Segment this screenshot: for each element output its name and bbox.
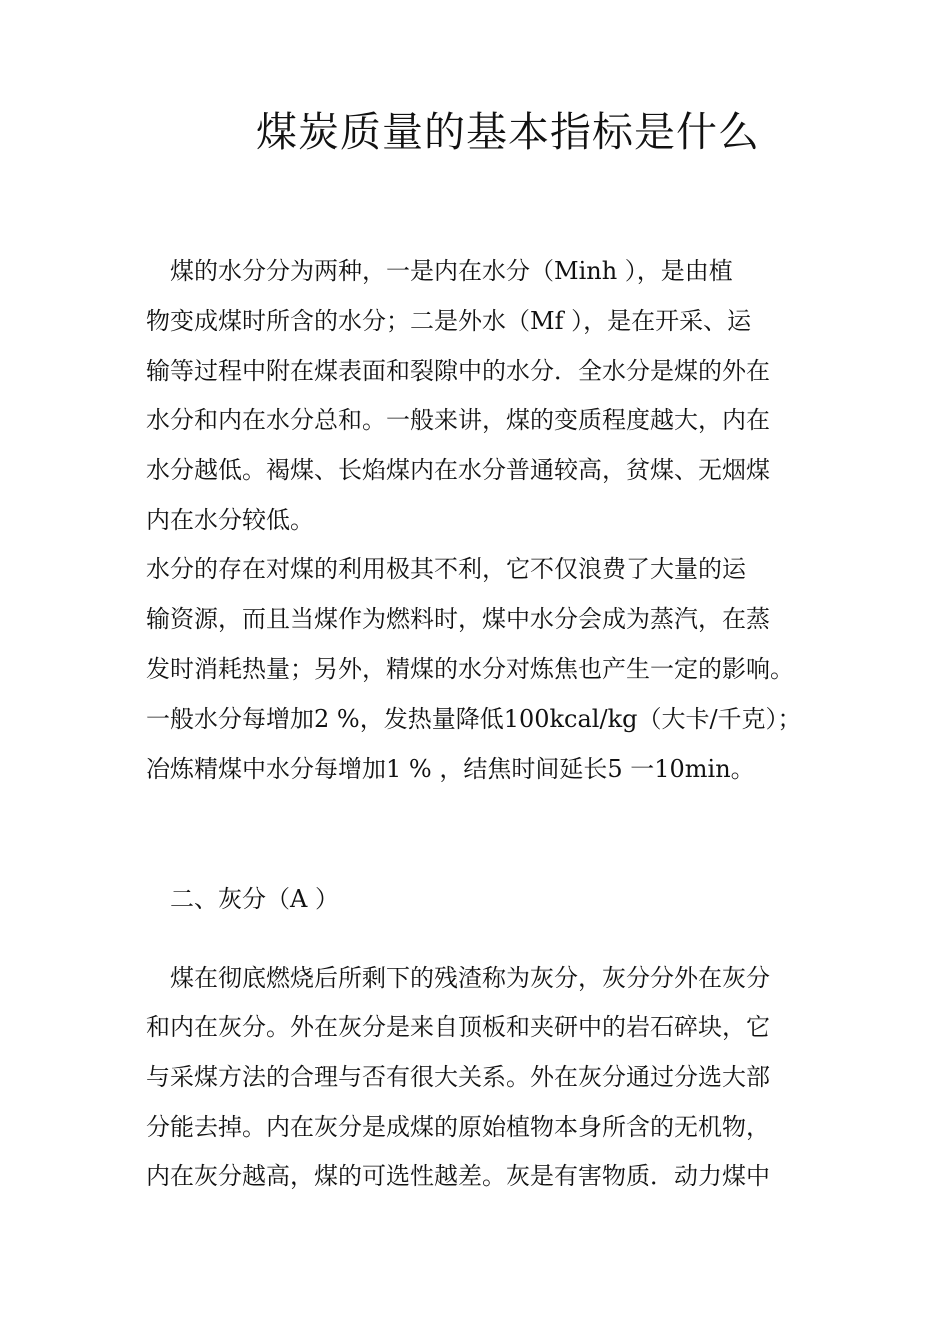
document-title: 煤炭质量的基本指标是什么 (256, 108, 760, 156)
ash-paragraph-line-2: 和内在灰分。外在灰分是来自顶板和夹研中的岩石碎块，它 (146, 1013, 770, 1041)
moisture-paragraph2-line-3: 发时消耗热量；另外，精煤的水分对炼焦也产生一定的影响。 (146, 655, 794, 683)
ash-paragraph-line-3: 与采煤方法的合理与否有很大关系。外在灰分通过分选大部 (146, 1063, 770, 1091)
moisture-paragraph1-line-6: 内在水分较低。 (146, 506, 314, 534)
ash-paragraph-line-5: 内在灰分越高，煤的可选性越差。灰是有害物质．动力煤中 (146, 1162, 770, 1190)
moisture-paragraph1-line-2: 物变成煤时所含的水分；二是外水（Mf ），是在开采、运 (146, 307, 752, 335)
moisture-paragraph1-line-4: 水分和内在水分总和。一般来讲，煤的变质程度越大，内在 (146, 406, 770, 434)
moisture-paragraph2-line-5: 冶炼精煤中水分每增加1 % ，结焦时间延长5 一10min。 (146, 755, 755, 783)
moisture-paragraph1-line-3: 输等过程中附在煤表面和裂隙中的水分．全水分是煤的外在 (146, 357, 770, 385)
moisture-paragraph2-line-4: 一般水分每增加2 %，发热量降低100kcal/kg（大卡/千克）； (146, 705, 802, 733)
moisture-paragraph2-line-1: 水分的存在对煤的利用极其不利，它不仅浪费了大量的运 (146, 555, 746, 583)
ash-section-heading: 二、灰分（A ） (146, 885, 339, 913)
moisture-paragraph2-line-2: 输资源，而且当煤作为燃料时，煤中水分会成为蒸汽，在蒸 (146, 605, 770, 633)
ash-paragraph-line-4: 分能去掉。内在灰分是成煤的原始植物本身所含的无机物， (146, 1113, 770, 1141)
ash-paragraph-line-1: 煤在彻底燃烧后所剩下的残渣称为灰分，灰分分外在灰分 (146, 964, 770, 992)
moisture-paragraph1-line-5: 水分越低。褐煤、长焰煤内在水分普通较高，贫煤、无烟煤 (146, 456, 770, 484)
moisture-paragraph1-line-1: 煤的水分分为两种，一是内在水分（Minh ），是由植 (146, 257, 733, 285)
